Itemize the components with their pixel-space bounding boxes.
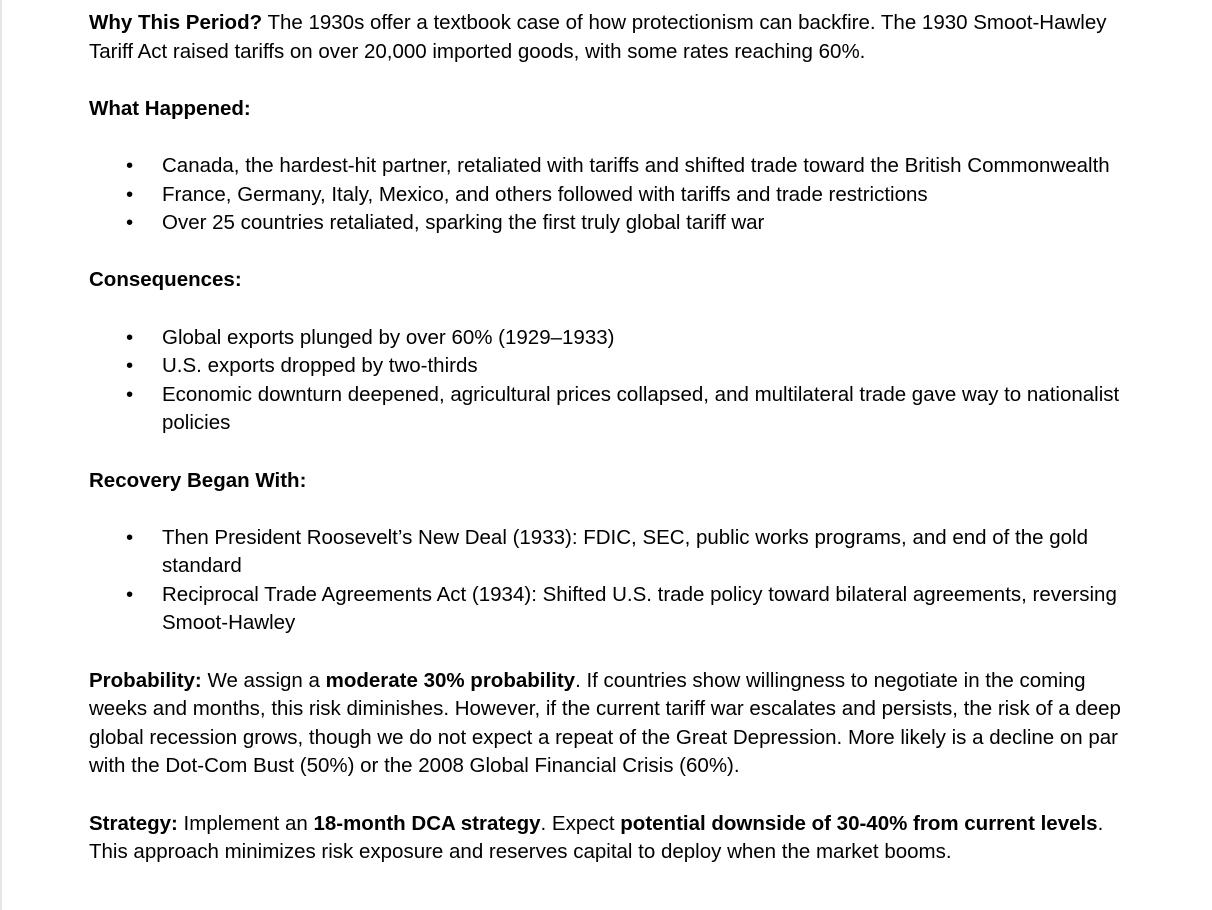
- bullet-icon: •: [126, 582, 134, 606]
- list-item-text: Economic downturn deepened, agricultural prices collapsed, and multilateral trade gave way to nationalist policies: [162, 382, 1120, 435]
- list-item: [89, 324, 1129, 353]
- strategy-text: . This approach minimizes risk exposure and reserves capital to deploy when the market booms.: [89, 811, 1104, 864]
- list-item-text: Then President Roosevelt’s New Deal (1933): FDIC, SEC, public works programs, and end of the gold standard: [162, 525, 1088, 578]
- probability-text: We assign a: [201, 668, 326, 692]
- consequences-heading-text: Consequences:: [89, 268, 242, 292]
- list-item-text: Reciprocal Trade Agreements Act (1934): Shifted U.S. trade policy toward bilateral agreements, reversing Smoot-Hawley: [162, 582, 1117, 635]
- strategy-paragraph: [89, 810, 1129, 867]
- spacer: [89, 295, 1129, 324]
- consequences-heading: [89, 266, 1129, 295]
- bullet-icon: •: [126, 382, 134, 406]
- intro-label: Why This Period?: [89, 11, 263, 34]
- what-happened-heading-text: What Happened:: [89, 96, 251, 120]
- consequences-list: [89, 324, 1129, 438]
- list-item: [89, 581, 1129, 638]
- spacer: [89, 495, 1129, 524]
- recovery-heading: [89, 467, 1129, 496]
- list-item: [89, 381, 1129, 438]
- spacer: [89, 781, 1129, 810]
- intro-text: The 1930s offer a textbook case of how protectionism can backfire. The 1930 Smoot-Hawley Tariff Act raised tariffs on over 20,000 imported goods, with some rates reaching 60%.: [89, 11, 1107, 63]
- spacer: [89, 66, 1129, 95]
- what-happened-heading: [89, 95, 1129, 124]
- list-item: [89, 181, 1129, 210]
- list-item: [89, 152, 1129, 181]
- probability-label: Probability:: [89, 668, 202, 692]
- probability-paragraph: [89, 667, 1129, 781]
- list-item-text: Global exports plunged by over 60% (1929–1933): [162, 325, 615, 349]
- probability-text: . If countries show willingness to negotiate in the coming weeks and months, this risk diminishes. However, if the current tariff war escalates and persists, the risk of a deep global recession grows, though we do not expect a repeat of the Great Depression. More likely is a decline on par with the Dot-Com Bust (50%) or the 2008 Global Financial Crisis (60%).: [89, 668, 1121, 778]
- what-happened-list: [89, 152, 1129, 238]
- strategy-text: Implement an: [177, 811, 314, 835]
- bullet-icon: •: [126, 211, 134, 235]
- spacer: [89, 638, 1129, 667]
- spacer: [89, 123, 1129, 152]
- list-item-text: U.S. exports dropped by two-thirds: [162, 354, 478, 378]
- list-item: [89, 209, 1129, 238]
- recovery-list: [89, 524, 1129, 638]
- strategy-emphasis: potential downside of 30-40% from current levels: [620, 811, 1098, 835]
- spacer: [89, 438, 1129, 467]
- strategy-emphasis: 18-month DCA strategy: [313, 811, 541, 835]
- bullet-icon: •: [126, 354, 134, 378]
- document-body: [89, 9, 1129, 867]
- spacer: [89, 238, 1129, 267]
- bullet-icon: •: [126, 525, 134, 549]
- list-item-text: Canada, the hardest-hit partner, retaliated with tariffs and shifted trade toward the British Commonwealth: [162, 153, 1110, 177]
- list-item-text: Over 25 countries retaliated, sparking the first truly global tariff war: [162, 211, 765, 235]
- probability-emphasis: moderate 30% probability: [325, 668, 576, 692]
- list-item: [89, 524, 1129, 581]
- intro-paragraph: [89, 9, 1129, 66]
- list-item: [89, 352, 1129, 381]
- list-item-text: France, Germany, Italy, Mexico, and others followed with tariffs and trade restrictions: [162, 182, 928, 206]
- strategy-label: Strategy:: [89, 811, 178, 835]
- recovery-heading-text: Recovery Began With:: [89, 468, 307, 492]
- strategy-text: . Expect: [540, 811, 621, 835]
- bullet-icon: •: [126, 153, 134, 177]
- bullet-icon: •: [126, 325, 134, 349]
- bullet-icon: •: [126, 182, 134, 206]
- page-edge: [0, 0, 2, 910]
